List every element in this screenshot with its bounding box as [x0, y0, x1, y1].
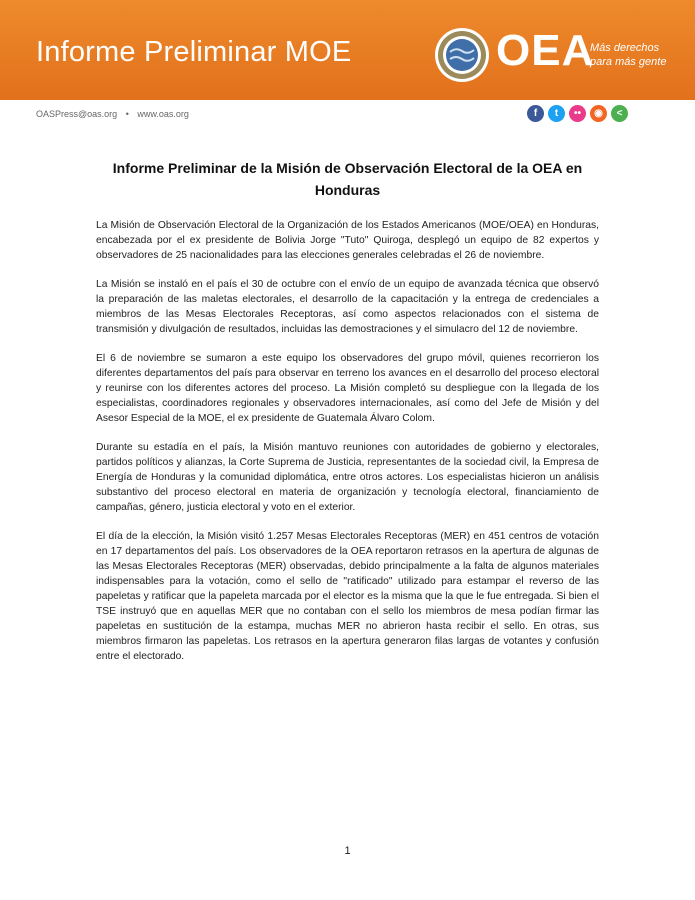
rss-icon[interactable]: ◉: [590, 105, 607, 122]
contact-line: [36, 109, 195, 119]
header-banner: [0, 0, 695, 100]
oas-seal-icon: [434, 27, 490, 83]
slogan-line-2: para más gente: [590, 56, 667, 68]
website-link[interactable]: www.oas.org: [137, 109, 189, 119]
separator-bullet: •: [125, 109, 129, 119]
oea-logo-text: OEA: [496, 26, 595, 75]
slogan-line-1: Más derechos: [590, 42, 660, 54]
flickr-icon[interactable]: ••: [569, 105, 586, 122]
document-body: [96, 218, 599, 678]
paragraph: La Misión de Observación Electoral de la Organización de los Estados Americanos (MOE/OEA) en Honduras, encabezada por el ex presidente de Bolivia Jorge "Tuto" Quiroga, desplegó un equipo de 82 expertos y observadores de 25 nacionalidades para las elecciones generales celebradas el 26 de noviembre.: [96, 220, 599, 261]
social-icons: [527, 105, 628, 122]
paragraph: El 6 de noviembre se sumaron a este equipo los observadores del grupo móvil, quienes recorrieron los diferentes departamentos del país para observar en terreno los avances en el desarrollo del proceso electoral y reunirse con los diferentes actores del proceso. La Misión completó su despliegue con la llegada de los especialistas, coordinadores regionales y observadores internacionales, así como del Jefe de Misión y del Asesor Especial de la MOE, el ex presidente de Guatemala Álvaro Colom.: [96, 353, 599, 424]
twitter-icon[interactable]: t: [548, 105, 565, 122]
share-icon[interactable]: <: [611, 105, 628, 122]
facebook-icon[interactable]: f: [527, 105, 544, 122]
report-header-title: Informe Preliminar MOE: [36, 36, 352, 68]
paragraph: La Misión se instaló en el país el 30 de octubre con el envío de un equipo de avanzada técnica que observó la preparación de las maletas electorales, el desarrollo de la capacitación y la entrega de credenciales a miembros de las Mesas Electorales Receptoras, así como aspectos relacionados con el sistema de transmisión y divulgación de resultados, incluidas las demostraciones y el simulacro del 12 de noviembre.: [96, 279, 599, 335]
slogan: [590, 41, 666, 69]
document-title: Informe Preliminar de la Misión de Observación Electoral de la OEA en Honduras: [112, 160, 583, 198]
page-number: 1: [344, 845, 351, 857]
paragraph: El día de la elección, la Misión visitó 1.257 Mesas Electorales Receptoras (MER) en 451 centros de votación en 17 departamentos del país. Los observadores de la OEA reportaron retrasos en la apertura de algunas de las Mesas Electorales Receptoras (MER) observadas, debido principalmente a la falta de algunos materiales indispensables para la votación, como el sello de "ratificado" utilizado para estampar el reverso de las papeletas y ratificar que la papeleta marcada por el elector es la misma que la que le fue entregada. Si bien el TSE instruyó que en aquellas MER que no contaban con el sello los miembros de mesa podían firmar las papeletas en sustitución de la estampa, muchas MER no abrieron hasta recibir el sello. En otras, sus miembros firmaron las papeletas. Los retrasos en la apertura generaron filas largas de votantes y confusión entre el electorado.: [96, 531, 599, 662]
press-email-link[interactable]: OASPress@oas.org: [36, 109, 118, 119]
paragraph: Durante su estadía en el país, la Misión mantuvo reuniones con autoridades de gobierno y electorales, partidos políticos y alianzas, la Corte Suprema de Justicia, representantes de la sociedad civil, la Empresa de Energía de Honduras y la comunidad diplomática, entre otros actores. Los especialistas hicieron un análisis substantivo del proceso electoral en materia de organización y tecnología electoral, financiamiento de campañas, género, justicia electoral y voto en el exterior.: [96, 442, 599, 513]
